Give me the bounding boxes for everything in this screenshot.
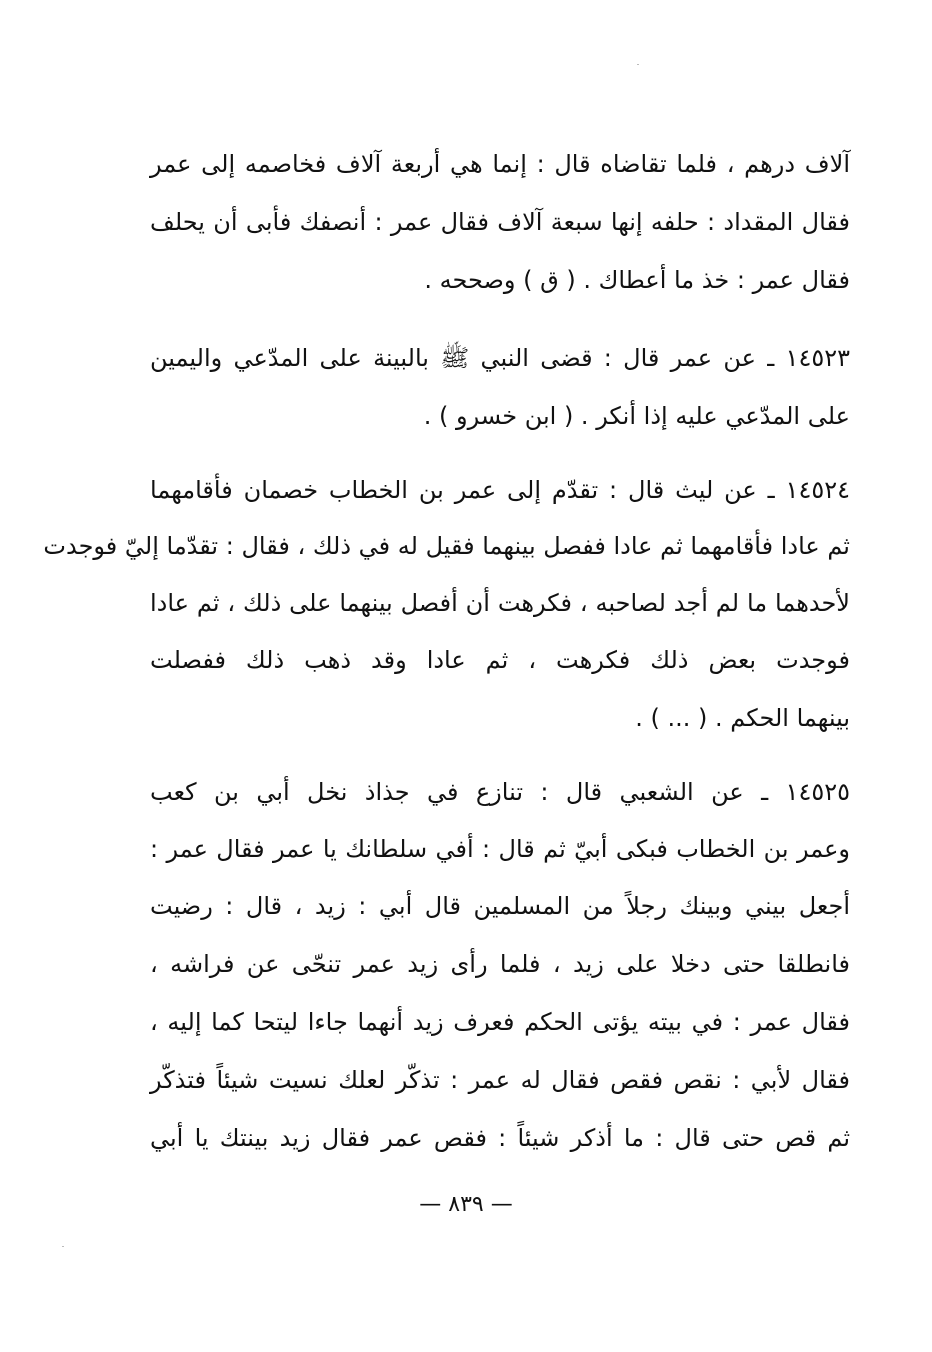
text-line: بينهما الحكم . ( ... ) .	[635, 704, 850, 732]
page-number: — ٨٣٩ —	[419, 1192, 513, 1217]
text-line: فانطلقا حتى دخلا على زيد ، فلما رأى زيد عمر تنحّى عن فراشه ،	[150, 950, 850, 978]
text-line: فقال عمر : في بيته يؤتى الحكم فعرف زيد أنهما جاءا ليتحا كما إليه ،	[150, 1008, 850, 1036]
text-line: لأحدهما ما لم أجد لصاحبه ، فكرهت أن أفصل بينهما على ذلك ، ثم عادا	[150, 589, 850, 617]
text-line: ١٤٥٢٥ ـ عن الشعبي قال : تنازع في جذاذ نخل أبي بن كعب	[150, 778, 850, 806]
text-line: ١٤٥٢٣ ـ عن عمر قال : قضى النبي ﷺ بالبينة على المدّعي واليمين	[150, 344, 850, 372]
text-line: فوجدت بعض ذلك فكرهت ، ثم عادا وقد ذهب ذلك ففصلت	[150, 646, 850, 674]
text-line: فقال المقداد : حلفه إنها سبعة آلاف فقال عمر : أنصفك فأبى أن يحلف	[150, 208, 850, 236]
text-line: آلاف درهم ، فلما تقاضاه قال : إنما هي أربعة آلاف فخاصمه إلى عمر	[150, 150, 850, 178]
text-line: فقال عمر : خذ ما أعطاك . ( ق ) وصححه .	[424, 266, 850, 294]
text-line: ثم عادا فأقامهما ثم عادا ففصل بينهما فقيل له في ذلك ، فقال : تقدّما إليّ فوجدت	[43, 532, 850, 560]
scan-speck	[62, 1246, 64, 1247]
text-line: ثم قص حتى قال : ما أذكر شيئاً : فقص عمر فقال زيد بينتك يا أبي	[150, 1124, 850, 1152]
text-line: فقال لأبي : نقص فقص فقال له عمر : تذكّر لعلك نسيت شيئاً فتذكّر	[150, 1066, 850, 1094]
text-line: على المدّعي عليه إذا أنكر . ( ابن خسرو ) .	[423, 402, 850, 430]
text-line: أجعل بيني وبينك رجلاً من المسلمين قال أبي : زيد ، قال : رضيت	[150, 892, 850, 920]
scan-speck	[637, 64, 639, 65]
text-line: وعمر بن الخطاب فبكى أبيّ ثم قال : أفي سلطانك يا عمر فقال عمر :	[150, 835, 850, 863]
text-line: ١٤٥٢٤ ـ عن ليث قال : تقدّم إلى عمر بن الخطاب خصمان فأقامهما	[150, 476, 850, 504]
